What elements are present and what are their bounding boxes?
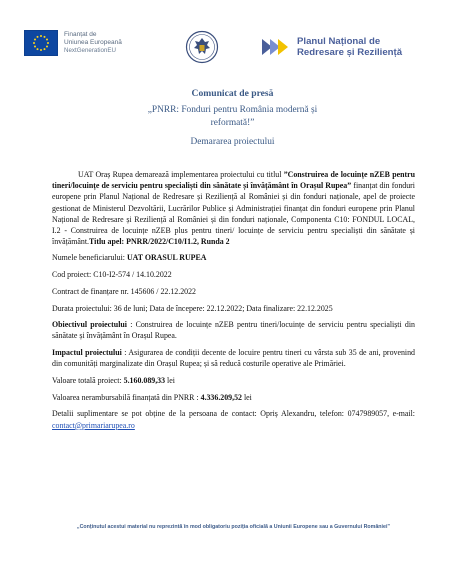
government-seal-icon (185, 30, 219, 64)
total-value-unit: lei (165, 376, 175, 386)
pnrr-line-1: Planul Național de (297, 36, 381, 47)
eu-line-2: Uniunea Europeană (64, 39, 122, 46)
project-start-heading: Demararea proiectului (190, 137, 275, 147)
objective-value: : Construirea de locuințe nZEB pentru tineri/locuințe de serviciu pentru specialiști din sănătate și învățământ în Orașul Rupea. (52, 320, 415, 341)
contract-value: 145606 / 22.12.2022 (130, 286, 196, 296)
contact-email-link[interactable]: contact@primariarupea.ro (52, 420, 135, 430)
project-code-row (52, 269, 415, 280)
beneficiary-label: Numele beneficiarului: (52, 253, 127, 263)
press-release-title: Comunicat de presă (191, 88, 274, 99)
total-value-row (52, 375, 415, 386)
duration-row: Durata proiectului: 36 de luni; Data de începere: 22.12.2022; Data finalizare: 22.12.2025 (52, 303, 333, 313)
project-code-value: C10-I2-574 / 14.10.2022 (93, 270, 172, 280)
objective-label: Obiectivul proiectului (52, 320, 127, 330)
objective-row (52, 319, 415, 341)
contact-text: Detalii suplimentare se pot obține de la persoana de contact: Opriș Alexandru, telefon: 0747989057, e-mail: (52, 409, 415, 419)
grant-value-unit: lei (242, 392, 252, 402)
grant-value-label: Valoarea nerambursabilă finanțată din PNRR : (52, 392, 201, 402)
press-release-subtitle: „PNRR: Fonduri pentru România modernă și reformată!” (147, 105, 318, 128)
project-code-label: Cod proiect: (52, 270, 94, 280)
eu-disclaimer: „Conținutul acestui material nu reprezintă în mod obligatoriu poziția oficială a Uniunii Europene sau a Guvernului României” (76, 524, 391, 530)
pnrr-logo-text (297, 36, 402, 58)
project-title: ”Construirea de locuințe nZEB pentru tineri/locuințe de serviciu pentru specialiști din sănătate și învățământ în Orașul Rupea” (52, 170, 415, 191)
eu-flag-icon (24, 30, 58, 56)
eu-line-3: NextGenerationEU (64, 47, 116, 54)
contract-label: Contract de finanțare nr. (52, 286, 131, 296)
pnrr-arrows-icon (262, 37, 290, 57)
eu-logo (24, 30, 122, 56)
intro-paragraph (52, 169, 415, 247)
contract-row (52, 286, 415, 297)
pnrr-line-2: Redresare și Reziliență (297, 47, 403, 58)
total-value-label: Valoare totală proiect: (52, 376, 124, 386)
total-value: 5.160.089,33 (123, 376, 166, 386)
beneficiary-row (52, 252, 415, 263)
pnrr-logo (262, 36, 402, 58)
call-title: Titlu apel: PNRR/2022/C10/I1.2, Runda 2 (89, 237, 230, 247)
logos-header (0, 30, 465, 70)
beneficiary-value: UAT ORASUL RUPEA (126, 253, 207, 263)
intro-lead: UAT Oraș Rupea demarează implementarea proiectului cu titlul (78, 170, 284, 179)
grant-value-row (52, 392, 415, 403)
eu-line-1: Finanțat de (64, 31, 97, 38)
impact-row (52, 347, 415, 369)
grant-value: 4.336.209,52 (200, 392, 242, 402)
press-release-body (52, 169, 415, 436)
eu-logo-text (64, 31, 122, 55)
impact-label: Impactul proiectului (52, 348, 122, 358)
impact-value: : Asigurarea de condiții decente de locuire pentru tineri cu vârsta sub 35 de ani, provenind din comunități marginalizate din Orașul Rupea; și să reducă costurile operative ale Primăriei. (52, 348, 415, 369)
contact-row (52, 408, 415, 430)
intro-funding: finanțat din fonduri europene prin Planul Național de Redresare și Reziliență al României și din fonduri naționale, apel de proiecte gestionat de Ministerul Dezvoltării, Lucrărilor Publice și Administrației finanțat din fonduri europene prin Planul Național de Redresare și Reziliență al României și din fonduri naționale, Componenta C10: FONDUL LOCAL, I.2 - Construirea de locuințe nZEB plus pentru tineri/ locuințe de serviciu pentru specialiști din sănătate și învățământ. (52, 181, 415, 247)
